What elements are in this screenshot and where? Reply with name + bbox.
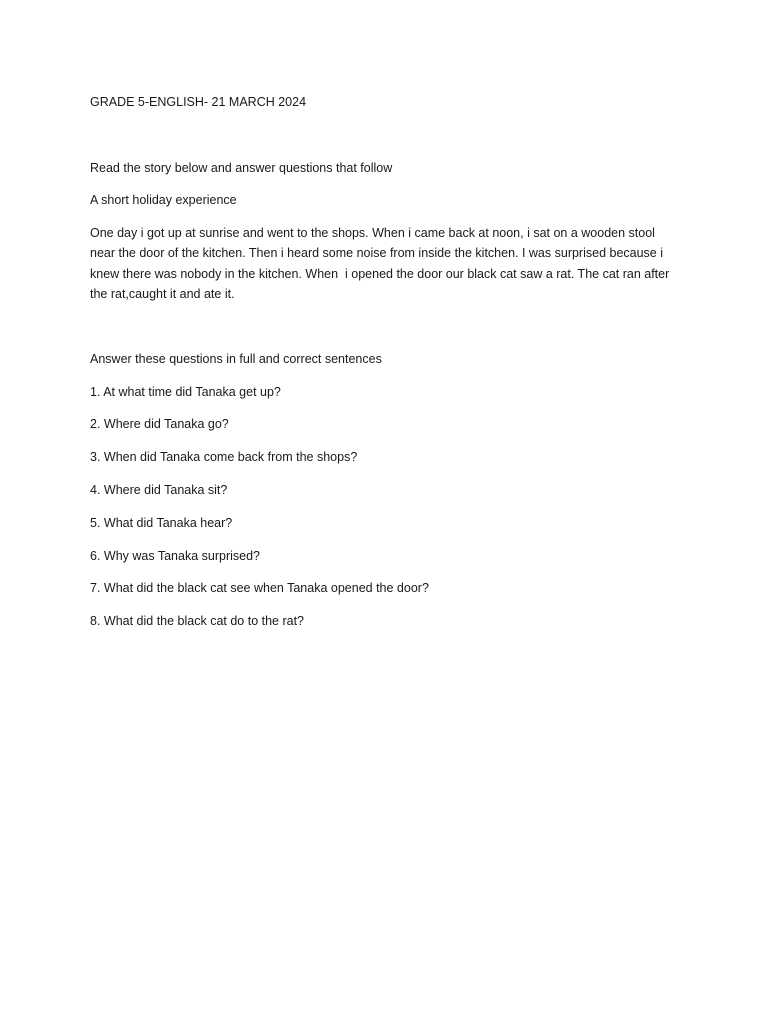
- question-item: 2. Where did Tanaka go?: [90, 417, 229, 431]
- question-item: 1. At what time did Tanaka get up?: [90, 385, 281, 399]
- reading-instruction: Read the story below and answer questions that follow: [90, 161, 393, 175]
- question-item: 3. When did Tanaka come back from the shops?: [90, 450, 358, 464]
- question-item: 4. Where did Tanaka sit?: [90, 483, 228, 497]
- document-title: GRADE 5-ENGLISH- 21 MARCH 2024: [90, 95, 307, 109]
- answer-instruction: Answer these questions in full and correct sentences: [90, 352, 382, 366]
- question-item: 6. Why was Tanaka surprised?: [90, 549, 260, 563]
- question-item: 8. What did the black cat do to the rat?: [90, 614, 305, 628]
- story-title: A short holiday experience: [90, 193, 237, 207]
- story-paragraph: One day i got up at sunrise and went to the shops. When i came back at noon, i sat on a wooden stool near the door of the kitchen. Then i heard some noise from inside the kitchen. I was surprised because i knew there was nobody in the kitchen. When i opened the door our black cat saw a rat. The cat ran after the rat,caught it and ate it.: [90, 226, 673, 301]
- question-item: 5. What did Tanaka hear?: [90, 516, 233, 530]
- question-item: 7. What did the black cat see when Tanaka opened the door?: [90, 581, 429, 595]
